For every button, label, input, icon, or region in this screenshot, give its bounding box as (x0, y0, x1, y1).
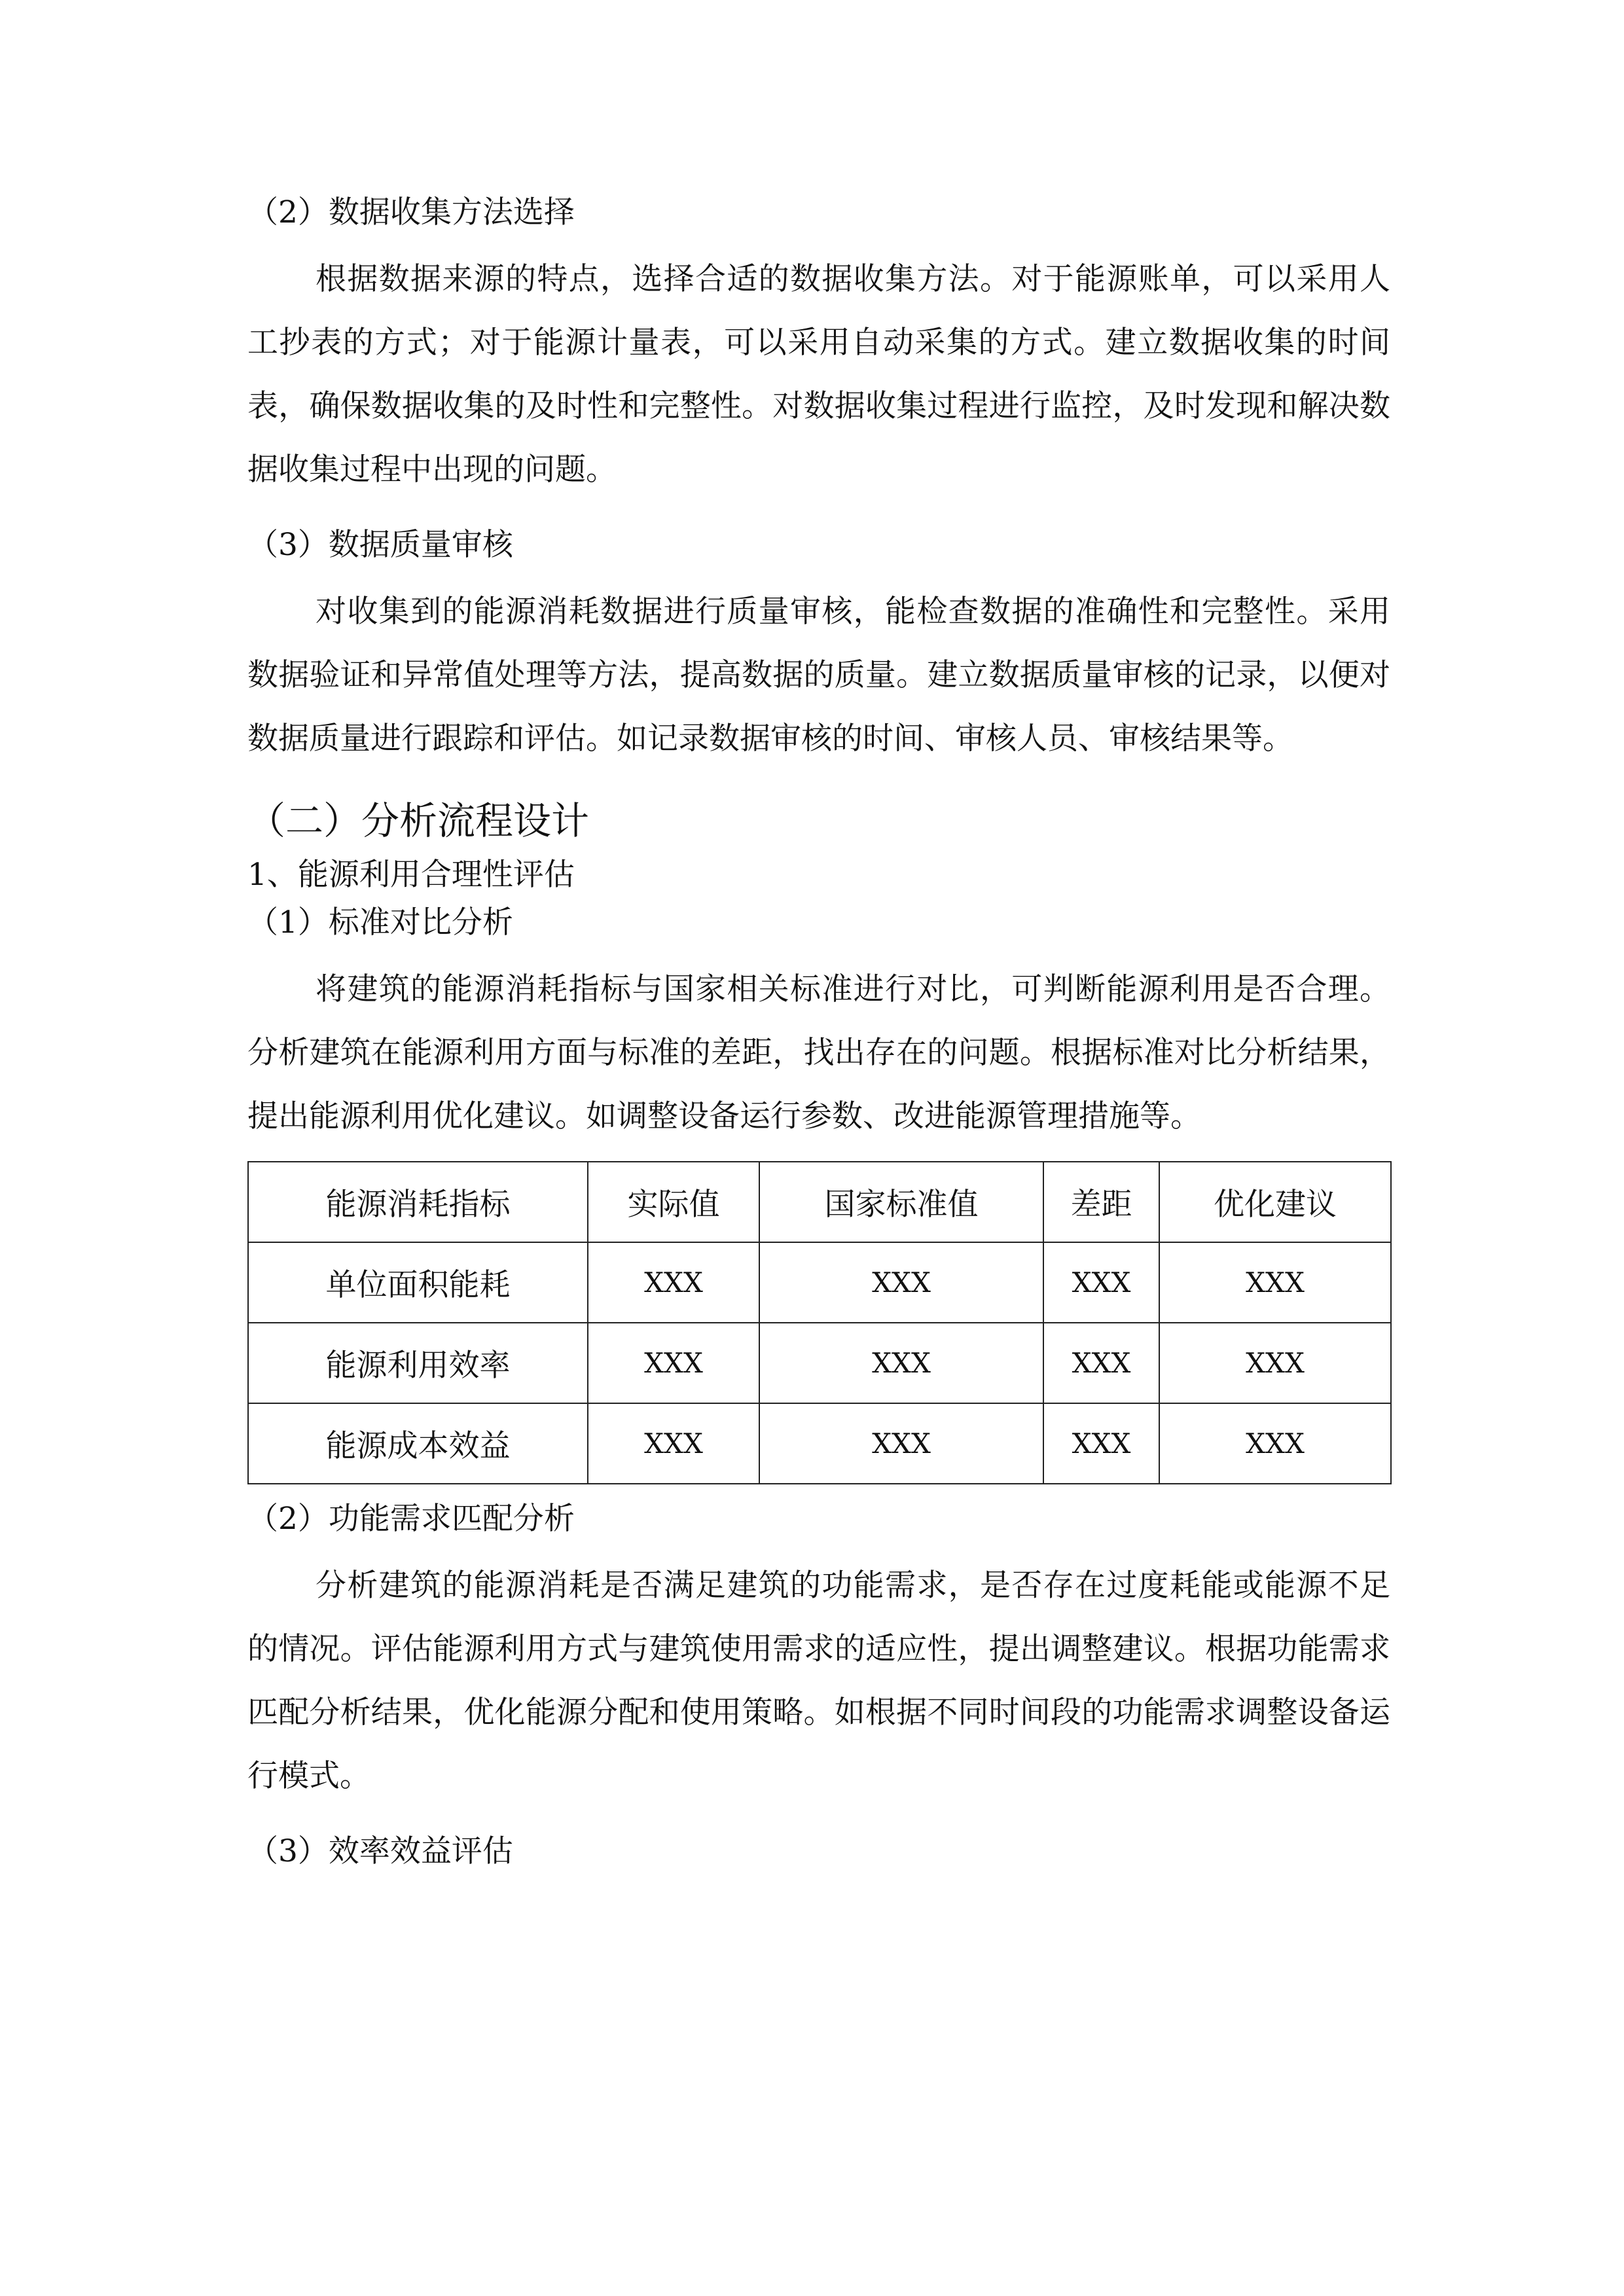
table-cell: XXX (1043, 1403, 1159, 1484)
subsection-heading-standard-comparison: （1）标准对比分析 (247, 905, 513, 941)
table-cell: XXX (759, 1242, 1043, 1323)
table-header-cell: 国家标准值 (759, 1162, 1043, 1242)
subsection-heading-efficiency-benefit: （3）效率效益评估 (247, 1833, 513, 1869)
subsection-heading-data-quality-review: （3）数据质量审核 (247, 527, 513, 563)
table-header-row (248, 1162, 1391, 1242)
table-cell: XXX (1159, 1242, 1391, 1323)
table-cell: XXX (759, 1323, 1043, 1403)
table-cell: XXX (1159, 1323, 1391, 1403)
table-cell: XXX (1043, 1242, 1159, 1323)
paragraph-data-collection-method: 根据数据来源的特点，选择合适的数据收集方法。对于能源账单，可以采用人工抄表的方式；对于能源计量表，可以采用自动采集的方式。建立数据收集的时间表，确保数据收集的及时性和完整性。对数据收集过程进行监控，及时发现和解决数据收集过程中出现的问题。 (247, 261, 1390, 488)
table-header-cell: 差距 (1043, 1162, 1159, 1242)
section-heading-analysis-process: （二）分析流程设计 (247, 798, 590, 843)
table-cell: XXX (1043, 1323, 1159, 1403)
table-header-cell: 实际值 (588, 1162, 759, 1242)
table-header-cell: 能源消耗指标 (248, 1162, 588, 1242)
paragraph-function-demand-matching: 分析建筑的能源消耗是否满足建筑的功能需求，是否存在过度耗能或能源不足的情况。评估能源利用方式与建筑使用需求的适应性，提出调整建议。根据功能需求匹配分析结果，优化能源分配和使用策略。如根据不同时间段的功能需求调整设备运行模式。 (247, 1568, 1390, 1794)
table-cell: XXX (1159, 1403, 1391, 1484)
subsection-heading-data-collection-method: （2）数据收集方法选择 (247, 194, 575, 230)
document-page (247, 190, 1390, 1874)
paragraph-data-quality-review: 对收集到的能源消耗数据进行质量审核，能检查数据的准确性和完整性。采用数据验证和异常值处理等方法，提高数据的质量。建立数据质量审核的记录，以便对数据质量进行跟踪和评估。如记录数据审核的时间、审核人员、审核结果等。 (247, 594, 1390, 757)
table-cell: XXX (759, 1403, 1043, 1484)
table-cell: XXX (588, 1323, 759, 1403)
table-cell: XXX (588, 1242, 759, 1323)
heading-energy-rationality-assessment: 1、能源利用合理性评估 (247, 857, 575, 893)
table-cell: 能源利用效率 (248, 1323, 588, 1403)
table-row (248, 1323, 1391, 1403)
subsection-heading-function-demand-matching: （2）功能需求匹配分析 (247, 1501, 575, 1537)
table-row (248, 1403, 1391, 1484)
table-cell: 能源成本效益 (248, 1403, 588, 1484)
energy-indicator-table (247, 1161, 1392, 1484)
table-cell: 单位面积能耗 (248, 1242, 588, 1323)
table-cell: XXX (588, 1403, 759, 1484)
paragraph-standard-comparison: 将建筑的能源消耗指标与国家相关标准进行对比，可判断能源利用是否合理。分析建筑在能源利用方面与标准的差距，找出存在的问题。根据标准对比分析结果，提出能源利用优化建议。如调整设备运行参数、改进能源管理措施等。 (247, 971, 1390, 1134)
table-header-cell: 优化建议 (1159, 1162, 1391, 1242)
table-row (248, 1242, 1391, 1323)
